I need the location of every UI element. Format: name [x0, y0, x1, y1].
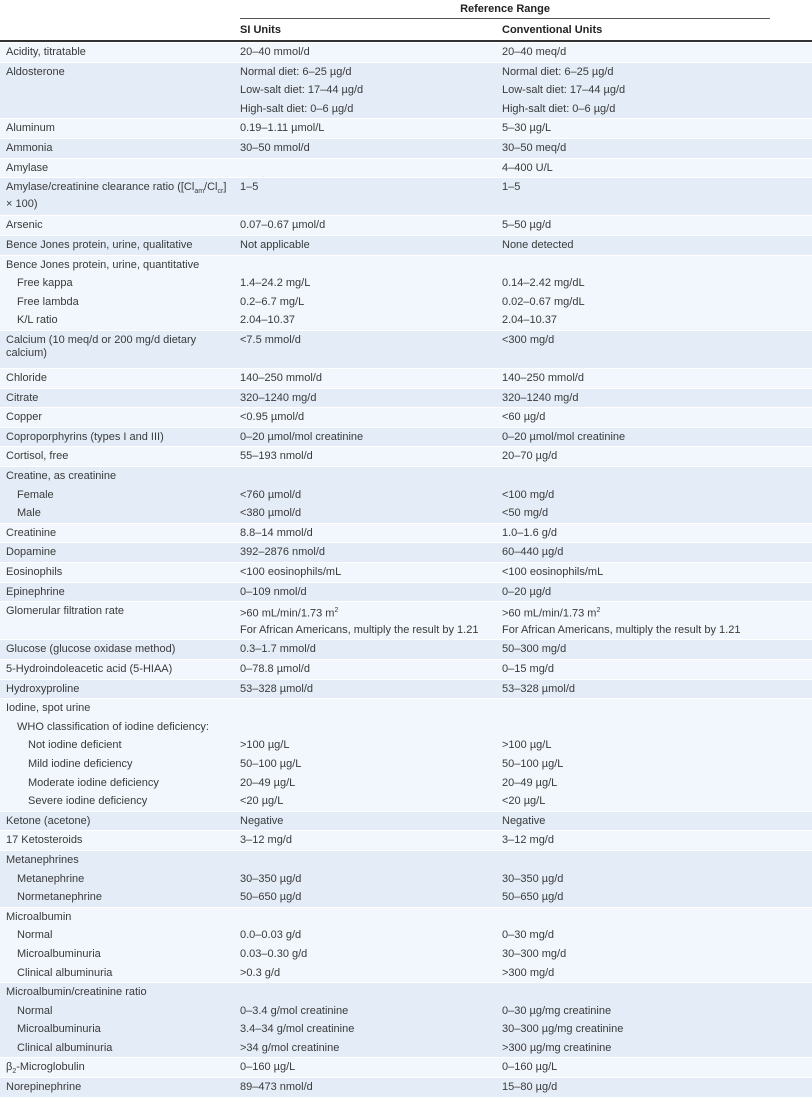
si-units-cell: >100 µg/L — [240, 739, 290, 752]
table-line — [0, 718, 812, 737]
table-line — [0, 311, 812, 330]
test-name-cell: Cortisol, free — [6, 450, 69, 463]
conventional-units-cell: >300 mg/d — [502, 966, 555, 979]
si-units-cell: 30–50 mmol/d — [240, 141, 310, 154]
table-line — [0, 293, 812, 312]
test-name-cell: Creatinine — [6, 526, 57, 539]
conventional-units-cell: Low-salt diet: 17–44 µg/d — [502, 84, 626, 97]
table-row — [0, 851, 812, 908]
table-header — [0, 0, 812, 43]
si-units-cell: 8.8–14 mmol/d — [240, 526, 313, 539]
si-units-cell: 3–12 mg/d — [240, 834, 292, 847]
table-line — [0, 236, 812, 255]
test-name-cell: Arsenic — [6, 219, 43, 232]
test-name-cell: Metanephrine — [17, 872, 85, 885]
table-row — [0, 178, 812, 216]
test-name-cell: Microalbuminuria — [17, 947, 101, 960]
si-units-cell: 0–3.4 g/mol creatinine — [240, 1004, 349, 1017]
text-fragment: >60 mL/min/1.73 m — [240, 607, 335, 620]
si-units-cell: 0.2–6.7 mg/L — [240, 295, 305, 308]
si-units-cell: Not applicable — [240, 238, 310, 251]
si-units-cell: 30–350 µg/d — [240, 872, 302, 885]
table-line — [0, 812, 812, 831]
table-line — [0, 1002, 812, 1021]
text-fragment: >60 mL/min/1.73 m — [502, 607, 597, 620]
test-name-cell: Normal — [17, 929, 53, 942]
table-line — [0, 851, 812, 870]
table-row — [0, 640, 812, 660]
conventional-units-cell: <100 mg/d — [502, 488, 555, 501]
si-units-cell: 392–2876 nmol/d — [240, 546, 326, 559]
table-row — [0, 908, 812, 983]
test-name-cell: Metanephrines — [6, 853, 79, 866]
text-fragment: -Microglobulin — [16, 1061, 85, 1074]
text-fragment: β — [6, 1061, 13, 1074]
si-units-cell: 0–160 µg/L — [240, 1061, 296, 1074]
test-name-cell: Aldosterone — [6, 65, 65, 78]
conventional-units-cell: <60 µg/d — [502, 411, 546, 424]
si-units-cell: >34 g/mol creatinine — [240, 1041, 340, 1054]
si-units-cell: 1–5 — [240, 181, 259, 194]
table-line — [0, 983, 812, 1002]
table-row — [0, 983, 812, 1058]
test-name-cell: Glomerular filtration rate — [6, 605, 124, 618]
table-line — [0, 504, 812, 523]
table-row — [0, 216, 812, 236]
table-row — [0, 447, 812, 467]
header-divider — [0, 40, 812, 42]
conventional-units-cell: Negative — [502, 814, 546, 827]
test-name-cell: Ketone (acetone) — [6, 814, 91, 827]
test-name-cell: Norepinephrine — [6, 1081, 82, 1094]
si-units-cell: 0.03–0.30 g/d — [240, 947, 308, 960]
table-row — [0, 236, 812, 256]
table-line — [0, 119, 812, 138]
table-line — [0, 100, 812, 119]
table-line — [0, 1039, 812, 1058]
conventional-units-cell: None detected — [502, 238, 574, 251]
test-name-cell: Acidity, titratable — [6, 46, 86, 58]
test-name-cell: Severe iodine deficiency — [28, 795, 148, 808]
table-line — [0, 467, 812, 486]
test-name-cell: Dopamine — [6, 546, 57, 559]
table-row — [0, 428, 812, 448]
table-line — [0, 792, 812, 811]
conventional-units-cell: High-salt diet: 0–6 µg/d — [502, 102, 616, 115]
table-line — [0, 621, 812, 640]
table-line — [0, 964, 812, 983]
test-name-cell: Chloride — [6, 372, 47, 385]
si-units-cell: <7.5 mmol/d — [240, 333, 301, 346]
test-name-cell: 5-Hydroindoleacetic acid (5-HIAA) — [6, 663, 173, 675]
test-name-cell: 17 Ketosteroids — [6, 834, 83, 847]
test-name-cell: Creatine, as creatinine — [6, 470, 117, 483]
test-name-cell: Free lambda — [17, 295, 79, 308]
table-body — [0, 43, 812, 1098]
reference-range-heading: Reference Range — [460, 3, 550, 15]
conventional-units-cell: 20–40 meq/d — [502, 46, 567, 58]
conventional-units-cell: 20–70 µg/d — [502, 450, 558, 463]
conventional-units-cell: 53–328 µmol/d — [502, 682, 575, 695]
conventional-units-cell: 50–300 mg/d — [502, 643, 567, 656]
table-row — [0, 331, 812, 369]
table-line — [0, 486, 812, 505]
test-name-cell — [6, 181, 234, 211]
conventional-units-cell: 0–15 mg/d — [502, 663, 554, 675]
test-name-cell: Glucose (glucose oxidase method) — [6, 643, 176, 656]
si-units-cell: 89–473 nmol/d — [240, 1081, 313, 1094]
conventional-units-cell: 60–440 µg/d — [502, 546, 564, 559]
test-name-cell: Amylase — [6, 161, 49, 174]
test-name-cell: Moderate iodine deficiency — [28, 776, 159, 789]
table-row — [0, 1078, 812, 1098]
text-fragment: am — [194, 188, 205, 196]
si-units-cell: High-salt diet: 0–6 µg/d — [240, 102, 354, 115]
table-row — [0, 389, 812, 409]
test-name-cell: Copper — [6, 411, 43, 424]
table-line — [0, 63, 812, 82]
table-line — [0, 755, 812, 774]
si-units-cell: 320–1240 mg/d — [240, 391, 317, 404]
table-row — [0, 256, 812, 331]
test-name-cell: Mild iodine deficiency — [28, 757, 133, 770]
table-line — [0, 583, 812, 602]
table-line — [0, 389, 812, 408]
conventional-units-heading: Conventional Units — [502, 24, 603, 36]
si-units-cell: 53–328 µmol/d — [240, 682, 313, 695]
table-line — [0, 408, 812, 427]
header-rule — [240, 18, 770, 19]
si-units-cell: 140–250 mmol/d — [240, 372, 322, 385]
conventional-units-cell: 0–30 mg/d — [502, 929, 554, 942]
si-units-cell: 2.04–10.37 — [240, 314, 296, 327]
conventional-units-cell: 30–350 µg/d — [502, 872, 564, 885]
conventional-units-cell: >300 µg/mg creatinine — [502, 1041, 612, 1054]
test-name-cell: Iodine, spot urine — [6, 702, 91, 715]
conventional-units-cell: >100 µg/L — [502, 739, 552, 752]
si-units-cell: 0–78.8 µmol/d — [240, 663, 310, 675]
test-name-cell: Microalbuminuria — [17, 1023, 101, 1036]
conventional-units-cell: Normal diet: 6–25 µg/d — [502, 65, 614, 78]
table-line — [0, 908, 812, 927]
conventional-units-cell: 2.04–10.37 — [502, 314, 558, 327]
table-line — [0, 699, 812, 718]
conventional-units-cell: 0–30 µg/mg creatinine — [502, 1004, 612, 1017]
text-fragment: ] × 100) — [6, 181, 227, 211]
test-name-cell: Bence Jones protein, urine, qualitative — [6, 238, 193, 251]
table-line — [0, 660, 812, 679]
table-row — [0, 699, 812, 812]
table-row — [0, 467, 812, 524]
conventional-units-cell: 50–100 µg/L — [502, 757, 564, 770]
text-fragment: cr — [217, 188, 224, 196]
conventional-units-cell: <50 mg/d — [502, 507, 549, 520]
table-line — [0, 331, 812, 368]
test-name-cell: Male — [17, 507, 41, 520]
table-line — [0, 139, 812, 158]
table-line — [0, 256, 812, 275]
conventional-units-cell: 0–20 µg/d — [502, 585, 552, 598]
test-name-cell: Clinical albuminuria — [17, 1041, 113, 1054]
test-name-cell: Bence Jones protein, urine, quantitative — [6, 258, 200, 271]
si-units-cell: 0.07–0.67 µmol/d — [240, 219, 326, 232]
si-units-cell: <760 µmol/d — [240, 488, 302, 501]
table-line — [0, 159, 812, 178]
text-fragment: 2 — [596, 607, 601, 615]
table-line — [0, 81, 812, 100]
conventional-units-cell: 1–5 — [502, 181, 521, 194]
table-line — [0, 640, 812, 659]
conventional-units-cell: <20 µg/L — [502, 795, 546, 808]
conventional-units-cell: 5–50 µg/d — [502, 219, 552, 232]
table-row — [0, 543, 812, 563]
si-units-cell: 0.3–1.7 mmol/d — [240, 643, 316, 656]
table-row — [0, 159, 812, 179]
test-name-cell: Microalbumin — [6, 910, 72, 923]
table-row — [0, 63, 812, 120]
table-line — [0, 602, 812, 621]
conventional-units-cell: 30–50 meq/d — [502, 141, 567, 154]
table-line — [0, 369, 812, 388]
text-fragment: /Cl — [204, 181, 218, 194]
table-line — [0, 774, 812, 793]
test-name-cell: Coproporphyrins (types I and III) — [6, 430, 164, 443]
conventional-units-cell: 140–250 mmol/d — [502, 372, 584, 385]
table-line — [0, 447, 812, 466]
conventional-units-cell: 320–1240 mg/d — [502, 391, 579, 404]
si-units-cell: 50–650 µg/d — [240, 891, 302, 904]
si-units-cell: <0.95 µmol/d — [240, 411, 305, 424]
conventional-units-cell: 4–400 U/L — [502, 161, 553, 174]
text-fragment: 2 — [12, 1068, 17, 1076]
table-line — [0, 524, 812, 543]
table-line — [0, 274, 812, 293]
table-line — [0, 178, 812, 215]
table-row — [0, 680, 812, 700]
conventional-units-cell: 0–160 µg/L — [502, 1061, 558, 1074]
table-row — [0, 139, 812, 159]
si-units-cell: 0–20 µmol/mol creatinine — [240, 430, 364, 443]
text-fragment: Amylase/creatinine clearance ratio ([Cl — [6, 181, 195, 194]
si-units-cell: 20–49 µg/L — [240, 776, 296, 789]
table-row — [0, 602, 812, 640]
si-units-cell: 20–40 mmol/d — [240, 46, 310, 58]
table-row — [0, 583, 812, 603]
table-line — [0, 1058, 812, 1077]
test-name-cell: Normal — [17, 1004, 53, 1017]
table-line — [0, 1078, 812, 1097]
conventional-units-cell: For African Americans, multiply the result by 1.21 — [502, 623, 741, 636]
si-units-cell: 1.4–24.2 mg/L — [240, 277, 311, 290]
table-line — [0, 1020, 812, 1039]
si-units-cell: Negative — [240, 814, 284, 827]
table-row — [0, 408, 812, 428]
table-line — [0, 945, 812, 964]
test-name-cell: Citrate — [6, 391, 39, 404]
si-units-cell: <100 eosinophils/mL — [240, 566, 342, 579]
si-units-cell: 55–193 nmol/d — [240, 450, 313, 463]
table-row — [0, 812, 812, 832]
test-name-cell: Free kappa — [17, 277, 73, 290]
test-name-cell: Eosinophils — [6, 566, 63, 579]
test-name-cell: Aluminum — [6, 122, 55, 135]
conventional-units-cell: 3–12 mg/d — [502, 834, 554, 847]
si-units-heading: SI Units — [240, 24, 281, 36]
test-name-cell: Ammonia — [6, 141, 53, 154]
table-line — [0, 216, 812, 235]
table-row — [0, 119, 812, 139]
table-line — [0, 736, 812, 755]
conventional-units-cell: <100 eosinophils/mL — [502, 566, 604, 579]
conventional-units-cell: 30–300 mg/d — [502, 947, 567, 960]
table-row — [0, 660, 812, 680]
si-units-cell: 0.19–1.11 µmol/L — [240, 122, 325, 135]
conventional-units-cell: 30–300 µg/mg creatinine — [502, 1023, 624, 1036]
table-line — [0, 428, 812, 447]
conventional-units-cell: 0.02–0.67 mg/dL — [502, 295, 585, 308]
si-units-cell: <20 µg/L — [240, 795, 284, 808]
test-name-cell: Hydroxyproline — [6, 682, 80, 695]
table-line — [0, 543, 812, 562]
table-row — [0, 369, 812, 389]
conventional-units-cell: 20–49 µg/L — [502, 776, 558, 789]
table-line — [0, 680, 812, 699]
table-line — [0, 563, 812, 582]
table-line — [0, 43, 812, 62]
test-name-cell: Clinical albuminuria — [17, 966, 113, 979]
test-name-cell: Epinephrine — [6, 585, 65, 598]
table-line — [0, 870, 812, 889]
conventional-units-cell: 0–20 µmol/mol creatinine — [502, 430, 626, 443]
table-line — [0, 926, 812, 945]
si-units-cell: 0.0–0.03 g/d — [240, 929, 302, 942]
test-name-cell: Calcium (10 meq/d or 200 mg/d dietary calcium) — [6, 333, 197, 359]
test-name-cell: K/L ratio — [17, 314, 58, 327]
table-row — [0, 43, 812, 63]
conventional-units-cell: 15–80 µg/d — [502, 1081, 558, 1094]
si-units-cell: 3.4–34 g/mol creatinine — [240, 1023, 355, 1036]
table-row — [0, 1058, 812, 1078]
text-fragment: 2 — [334, 607, 339, 615]
si-units-cell: For African Americans, multiply the result by 1.21 — [240, 623, 479, 636]
si-units-cell: 50–100 µg/L — [240, 757, 302, 770]
conventional-units-cell: <300 mg/d — [502, 333, 555, 346]
si-units-cell: 0–109 nmol/d — [240, 585, 307, 598]
si-units-cell: >0.3 g/d — [240, 966, 281, 979]
conventional-units-cell: 1.0–1.6 g/d — [502, 526, 558, 539]
conventional-units-cell: 50–650 µg/d — [502, 891, 564, 904]
test-name-cell: Normetanephrine — [17, 891, 102, 904]
si-units-cell: Low-salt diet: 17–44 µg/d — [240, 84, 364, 97]
table-row — [0, 831, 812, 851]
test-name-cell: Microalbumin/creatinine ratio — [6, 986, 147, 999]
test-name-cell: WHO classification of iodine deficiency: — [17, 720, 209, 733]
table-line — [0, 888, 812, 907]
si-units-cell: <380 µmol/d — [240, 507, 302, 520]
conventional-units-cell: 5–30 µg/L — [502, 122, 552, 135]
test-name-cell: Not iodine deficient — [28, 739, 122, 752]
conventional-units-cell: 0.14–2.42 mg/dL — [502, 277, 585, 290]
table-row — [0, 524, 812, 544]
si-units-cell: Normal diet: 6–25 µg/d — [240, 65, 352, 78]
table-row — [0, 563, 812, 583]
test-name-cell: Female — [17, 488, 54, 501]
table-line — [0, 831, 812, 850]
